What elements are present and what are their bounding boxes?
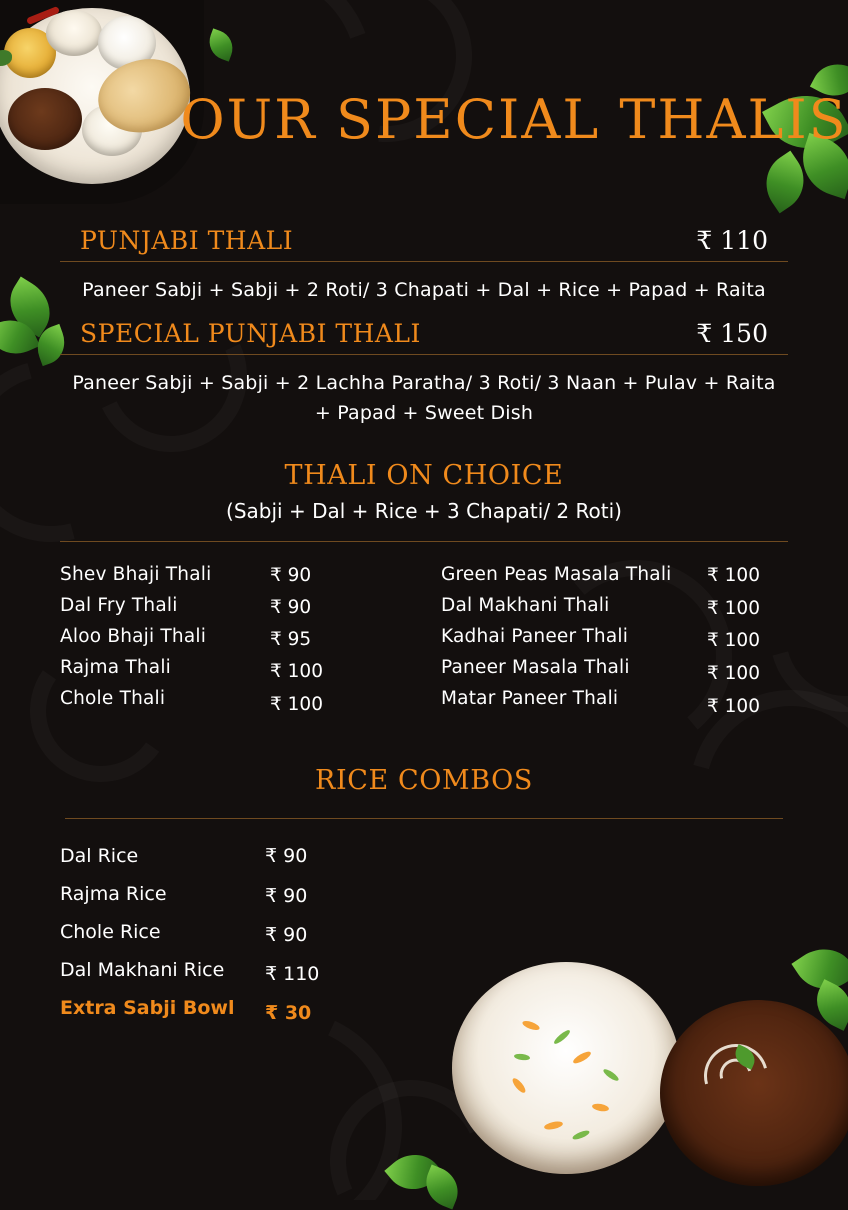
- section-title: THALI ON CHOICE: [284, 460, 564, 492]
- menu-header: [0, 88, 848, 151]
- combo-header: [60, 319, 788, 355]
- rice-combos-list: [60, 845, 400, 1025]
- combo-price: ₹ 110: [696, 226, 768, 255]
- menu-content: [0, 226, 848, 1035]
- item-price: ₹ 30: [265, 1002, 312, 1025]
- page-title: OUR SPECIAL THALIS: [180, 88, 848, 151]
- rice-bowl: [452, 962, 680, 1174]
- item-price: ₹ 100: [270, 694, 323, 716]
- mint-leaf-icon: [204, 28, 237, 61]
- list-item: [60, 845, 400, 867]
- item-name: Shev Bhaji Thali: [60, 564, 212, 586]
- item-name: Aloo Bhaji Thali: [60, 626, 207, 648]
- item-name: Chole Rice: [60, 921, 161, 944]
- item-price: ₹ 90: [265, 885, 308, 908]
- item-name: Extra Sabji Bowl: [60, 997, 235, 1020]
- item-name: Dal Makhani Thali: [441, 595, 610, 617]
- list-item: [441, 626, 788, 652]
- list-item: [60, 657, 407, 683]
- item-price: ₹ 100: [270, 661, 323, 683]
- item-price: ₹ 95: [270, 629, 312, 651]
- item-price: ₹ 100: [707, 598, 760, 620]
- item-price: ₹ 90: [270, 597, 312, 619]
- item-price: ₹ 90: [265, 924, 308, 947]
- list-item: [60, 883, 400, 908]
- thali-choice-right-column: [441, 564, 788, 719]
- thali-choice-left-column: [60, 564, 407, 719]
- thali-choice-columns: [60, 564, 788, 719]
- list-item: [441, 595, 788, 620]
- combo-description: Paneer Sabji + Sabji + 2 Roti/ 3 Chapati + Dal + Rice + Papad + Raita: [82, 279, 766, 301]
- section-thali-on-choice: [60, 460, 788, 719]
- item-name: Dal Rice: [60, 845, 139, 868]
- divider: [60, 541, 788, 542]
- carrot-garnish-icon: [572, 1049, 593, 1065]
- combo-name: SPECIAL PUNJABI THALI: [80, 319, 421, 349]
- item-price: ₹ 90: [270, 565, 312, 587]
- list-item: [60, 564, 407, 585]
- item-price: ₹ 90: [265, 845, 308, 868]
- item-name: Dal Fry Thali: [60, 595, 178, 617]
- list-item: [60, 921, 400, 947]
- item-name: Rajma Thali: [60, 657, 172, 679]
- item-name: Green Peas Masala Thali: [441, 564, 672, 586]
- list-item-highlighted: [60, 997, 400, 1025]
- list-item: [60, 959, 400, 986]
- bean-garnish-icon: [572, 1129, 591, 1141]
- thali-bowl: [46, 10, 102, 56]
- item-price: ₹ 100: [707, 630, 760, 652]
- carrot-garnish-icon: [592, 1103, 610, 1113]
- divider: [65, 818, 783, 819]
- item-price: ₹ 100: [707, 696, 760, 718]
- bean-garnish-icon: [602, 1067, 620, 1082]
- combo-header: [60, 226, 788, 262]
- list-item: [60, 688, 407, 716]
- list-item: [441, 657, 788, 685]
- list-item: [60, 595, 407, 619]
- section-title: RICE COMBOS: [315, 765, 533, 797]
- item-price: ₹ 100: [707, 663, 760, 685]
- item-name: Matar Paneer Thali: [441, 688, 619, 710]
- list-item: [441, 564, 788, 585]
- combo-price: ₹ 150: [696, 319, 768, 349]
- item-price: ₹ 100: [707, 565, 760, 587]
- bean-garnish-icon: [514, 1053, 531, 1061]
- carrot-garnish-icon: [511, 1076, 528, 1094]
- item-name: Chole Thali: [60, 688, 166, 710]
- item-name: Rajma Rice: [60, 883, 167, 906]
- rice-dal-photo: [452, 952, 848, 1200]
- item-name: Kadhai Paneer Thali: [441, 626, 629, 648]
- item-name: Paneer Masala Thali: [441, 657, 630, 679]
- menu-combo-punjabi-thali: [60, 226, 788, 313]
- bean-garnish-icon: [552, 1028, 571, 1045]
- section-subtitle: (Sabji + Dal + Rice + 3 Chapati/ 2 Roti): [226, 499, 622, 524]
- carrot-garnish-icon: [543, 1120, 563, 1131]
- list-item: [60, 626, 407, 651]
- combo-name: PUNJABI THALI: [80, 226, 294, 255]
- menu-combo-special-punjabi-thali: [60, 319, 788, 436]
- carrot-garnish-icon: [521, 1019, 540, 1032]
- list-item: [441, 688, 788, 718]
- item-price: ₹ 110: [265, 963, 320, 986]
- combo-description: Paneer Sabji + Sabji + 2 Lachha Paratha/ 3 Roti/ 3 Naan + Pulav + Raita + Papad + Sweet Dish: [72, 372, 776, 424]
- item-name: Dal Makhani Rice: [60, 959, 225, 982]
